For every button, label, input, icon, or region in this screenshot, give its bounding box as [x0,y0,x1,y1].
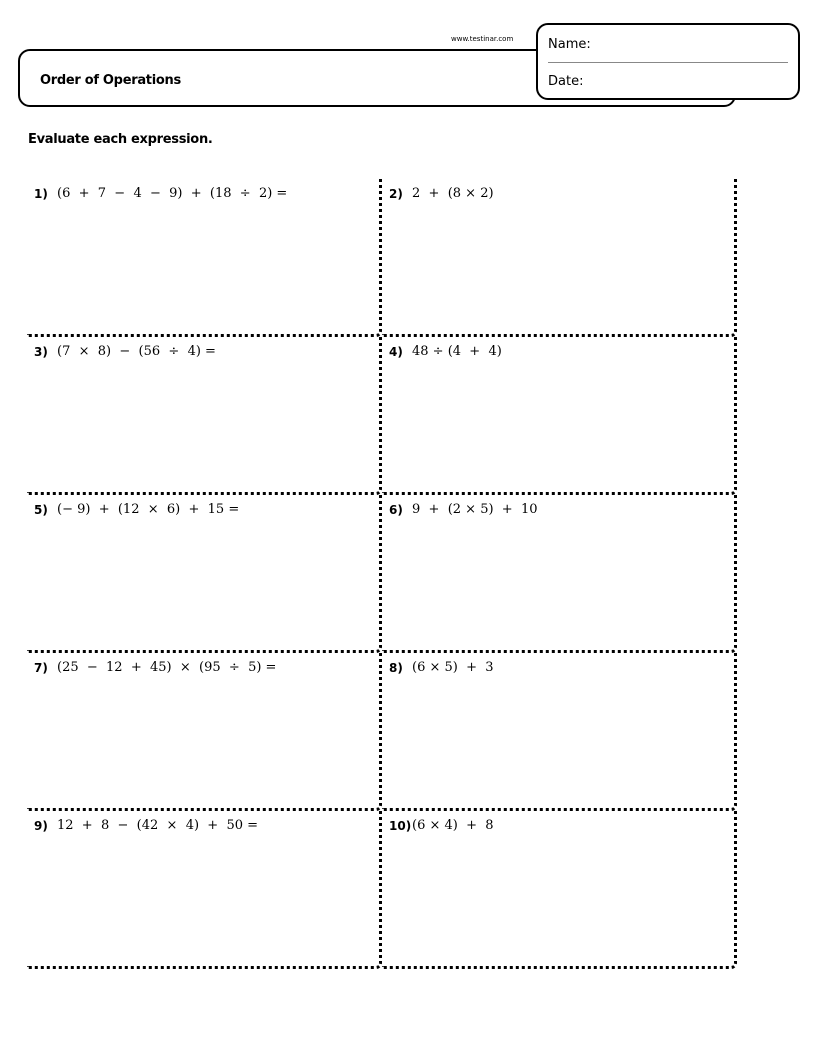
problem-expression: 48 ÷ (4 + 4) [412,344,502,359]
problem-number: 6) [389,503,403,517]
problem-expression: 2 + (8 × 2) [412,186,494,201]
problem-cell [27,337,382,495]
problem-cell [382,495,737,653]
problem-number: 10) [389,819,412,833]
problem-expression: (6 + 7 − 4 − 9) + (18 ÷ 2) = [57,186,288,201]
date-label: Date: [548,74,584,89]
problem-row [27,811,737,969]
problem-cell [382,811,737,969]
name-date-divider [548,62,788,63]
problem-number: 7) [34,661,48,675]
problem-number: 9) [34,819,48,833]
problem-row [27,653,737,811]
problem-cell [27,179,382,337]
problem-number: 8) [389,661,403,675]
problem-number: 3) [34,345,48,359]
problem-cell [27,495,382,653]
problem-expression: (7 × 8) − (56 ÷ 4) = [57,344,216,359]
problem-row [27,495,737,653]
problem-expression: (− 9) + (12 × 6) + 15 = [57,502,240,517]
problem-number: 1) [34,187,48,201]
problem-cell [382,337,737,495]
worksheet-title: Order of Operations [40,73,181,88]
problem-cell [382,653,737,811]
problem-number: 5) [34,503,48,517]
problem-number: 4) [389,345,403,359]
problem-expression: (6 × 5) + 3 [412,660,494,675]
problem-grid [27,179,737,969]
problem-row [27,337,737,495]
problem-expression: 12 + 8 − (42 × 4) + 50 = [57,818,259,833]
problem-expression: (25 − 12 + 45) × (95 ÷ 5) = [57,660,277,675]
problem-cell [27,653,382,811]
instructions: Evaluate each expression. [28,132,213,147]
problem-row [27,179,737,337]
problem-cell [382,179,737,337]
name-date-box [536,23,800,100]
name-label: Name: [548,37,591,52]
problem-number: 2) [389,187,403,201]
problem-cell [27,811,382,969]
problem-expression: (6 × 4) + 8 [412,818,494,833]
site-url: www.testinar.com [451,35,514,43]
problem-expression: 9 + (2 × 5) + 10 [412,502,538,517]
